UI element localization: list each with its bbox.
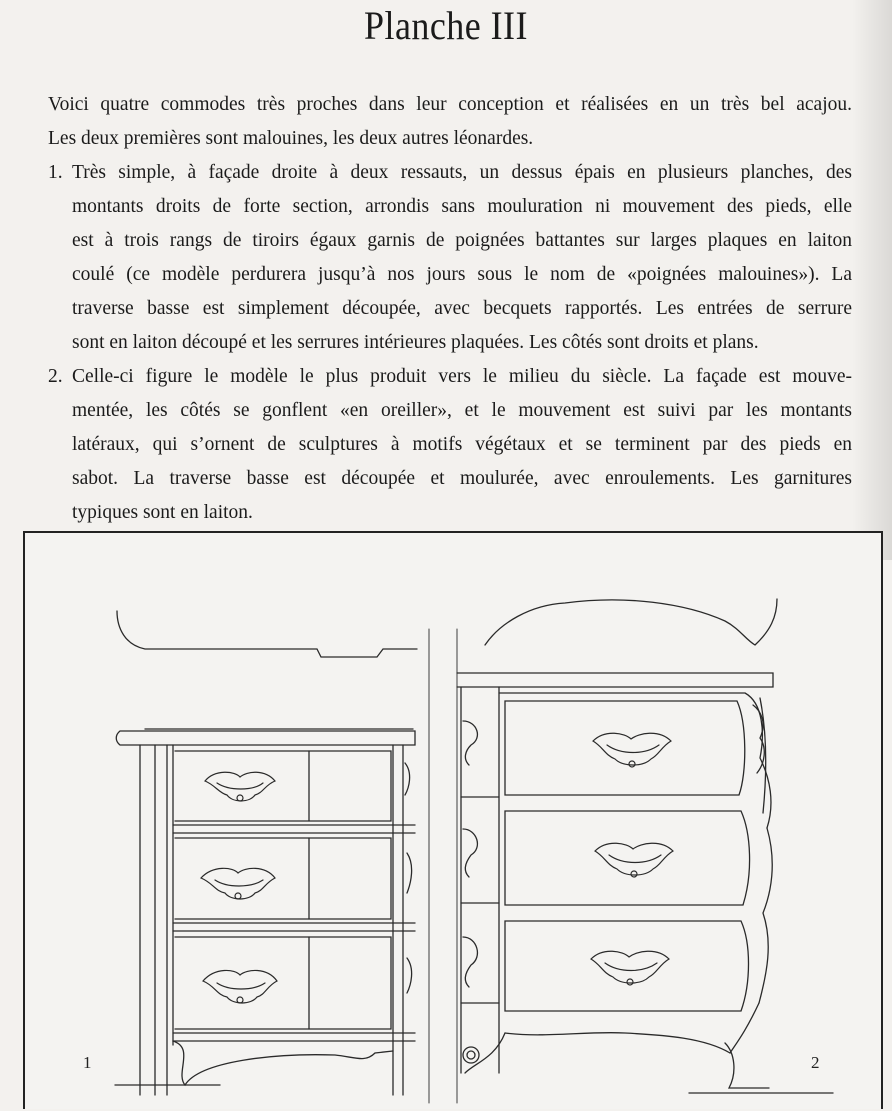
item-line: sont en laiton découpé et les serrures intérieures plaquées. Les côtés sont droits et plans. [72, 332, 759, 353]
item-line: traverse basse est simplement découpée, avec becquets rapportés. Les entrées de serrure [72, 298, 852, 319]
list-item [48, 156, 852, 360]
item-line: est à trois rangs de tiroirs égaux garnis de poignées battantes sur larges plaques en laiton [72, 230, 852, 251]
item-line: Celle-ci figure le modèle le plus produit vers le milieu du siècle. La façade est mouve- [72, 366, 852, 387]
commodes-drawing [25, 533, 881, 1111]
page-title: Planche III [364, 3, 528, 48]
commode-2-drawing [457, 599, 833, 1093]
item-line: montants droits de forte section, arrondis sans mouluration ni mouvement des pieds, elle [72, 196, 852, 217]
commode-1-drawing [115, 611, 417, 1095]
item-number: 2. [48, 366, 63, 387]
item-line: sabot. La traverse basse est découpée et moulurée, avec enroulements. Les garnitures [72, 468, 852, 489]
item-line: mentée, les côtés se gonflent «en oreiller», et le mouvement est suivi par les montants [72, 400, 852, 421]
item-line: Très simple, à façade droite à deux ressauts, un dessus épais en plusieurs planches, des [72, 162, 852, 183]
item-line: coulé (ce modèle perdurera jusqu’à nos jours sous le nom de «poignées malouines»). La [72, 264, 852, 285]
item-number: 1. [48, 162, 63, 183]
figure-label-1: 1 [83, 1053, 92, 1072]
figure-label-2: 2 [811, 1053, 820, 1072]
intro-line: Voici quatre commodes très proches dans leur conception et réalisées en un très bel acajou. [48, 94, 852, 115]
item-line: latéraux, qui s’ornent de sculptures à motifs végétaux et se terminent par des pieds en [72, 434, 852, 455]
item-line: typiques sont en laiton. [72, 502, 253, 523]
body-text [48, 88, 852, 530]
list-item [48, 360, 852, 530]
illustration-plate [23, 531, 883, 1109]
intro-line: Les deux premières sont malouines, les deux autres léonardes. [48, 128, 534, 149]
page-shadow [852, 0, 892, 560]
